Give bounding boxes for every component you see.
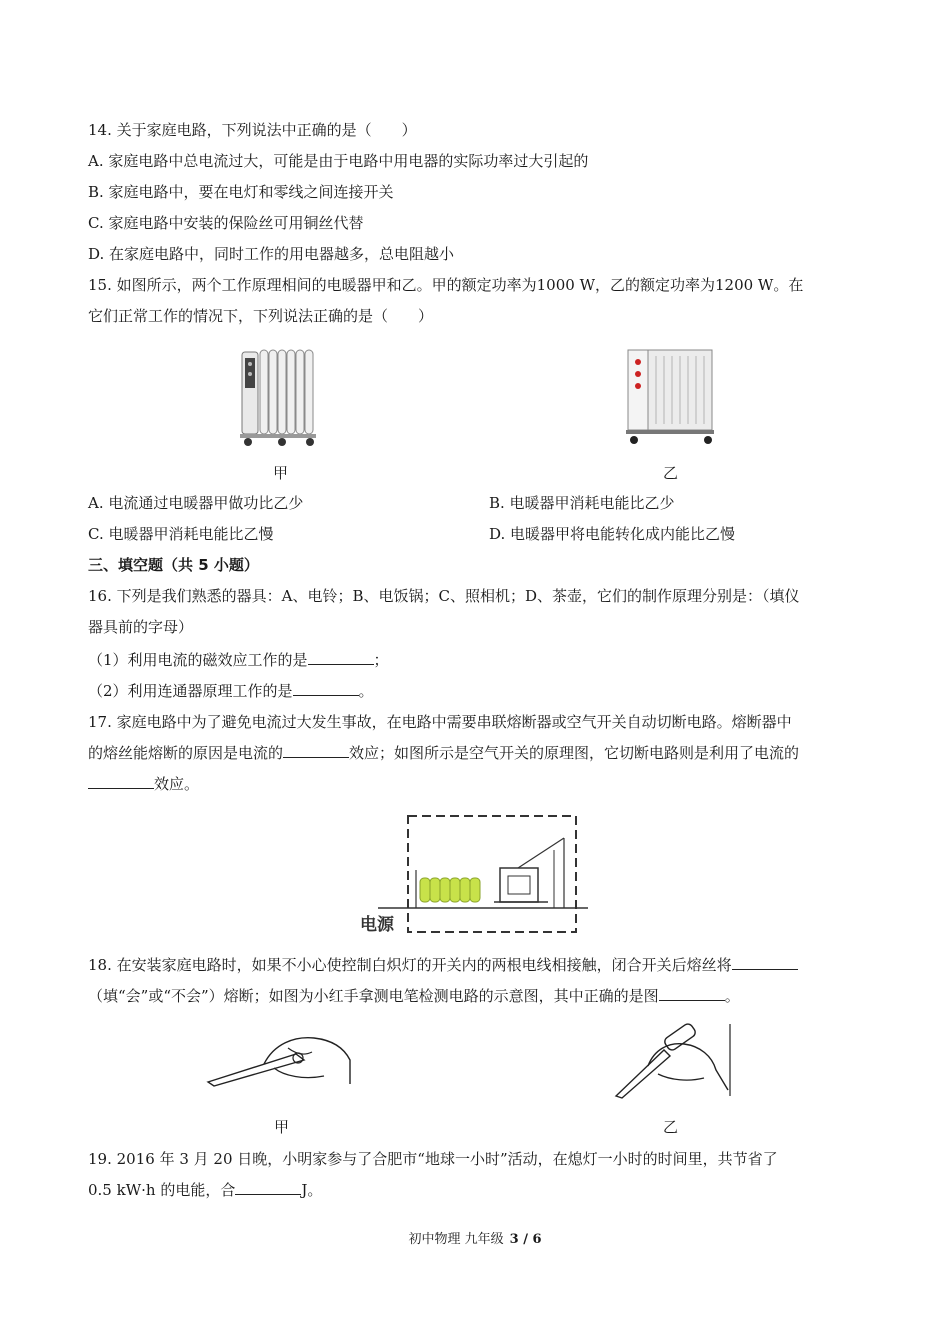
q18-blank2[interactable] [659,986,725,1001]
heater-yi-image [624,346,718,448]
q14-option-c: C. 家庭电路中安装的保险丝可用铜丝代替 [88,214,364,232]
air-switch-diagram [358,810,588,940]
q16-part1 [88,650,389,670]
q15-stem-line2: 它们正常工作的情况下，下列说法正确的是（ ） [88,307,434,325]
q17-line2-end: 效应；如图所示是空气开关的原理图，它切断电路则是利用了电流的 [349,744,800,762]
q14-option-d: D. 在家庭电路中，同时工作的用电器越多，总电阻越小 [88,245,455,263]
q14-option-a: A. 家庭电路中总电流过大，可能是由于电路中用电器的实际功率过大引起的 [88,152,589,170]
q19-line2-end: J。 [301,1181,323,1199]
q14-option-b: B. 家庭电路中，要在电灯和零线之间连接开关 [88,183,394,201]
q19-line2 [88,1180,322,1200]
q17-line3 [88,774,199,794]
page-number: 3 / 6 [509,1232,542,1247]
q15-stem-line1: 15. 如图所示，两个工作原理相间的电暖器甲和乙。甲的额定功率为1000 W，乙的额定功率为1200 W。在 [88,276,804,294]
q16-part1-blank[interactable] [308,650,374,665]
q19-line1: 19. 2016 年 3 月 20 日晚，小明家参与了合肥市“地球一小时”活动，在熄灯一小时的时间里，共节省了 [88,1150,778,1168]
q17-blank2[interactable] [88,774,154,789]
q14-stem: 14. 关于家庭电路，下列说法中正确的是（ ） [88,121,417,139]
page-footer [0,1228,950,1247]
q18-line2 [88,986,740,1006]
q17-line2-text: 的熔丝能熔断的原因是电流的 [88,744,284,762]
test-pen-yi-image [608,1020,734,1100]
q15-option-b: B. 电暖器甲消耗电能比乙少 [489,494,675,512]
heater-jia-image [238,344,318,448]
q16-part2-end: 。 [358,682,374,700]
q15-caption-yi: 乙 [663,464,679,482]
q18-line1-text: 18. 在安装家庭电路时，如果不小心使控制白炽灯的开关内的两根电线相接触，闭合开关后熔丝将 [88,956,732,974]
q15-option-c: C. 电暖器甲消耗电能比乙慢 [88,525,274,543]
q15-caption-jia: 甲 [273,464,289,482]
test-pen-jia-image [204,1024,354,1094]
section-heading: 三、填空题（共 5 小题） [88,556,259,574]
q18-line2-text: （填“会”或“不会”）熔断；如图为小红手拿测电笔检测电路的示意图，其中正确的是图 [88,987,659,1005]
q17-line2 [88,743,799,763]
q15-option-a: A. 电流通过电暖器甲做功比乙少 [88,494,304,512]
q16-part2-blank[interactable] [293,681,359,696]
q18-line1 [88,955,798,975]
q19-blank[interactable] [235,1180,301,1195]
q19-line2-text: 0.5 kW·h 的电能，合 [88,1181,236,1199]
q17-line1: 17. 家庭电路中为了避免电流过大发生事故，在电路中需要串联熔断器或空气开关自动切断电路。熔断器中 [88,713,792,731]
q18-caption-yi: 乙 [663,1118,679,1136]
q18-blank1[interactable] [732,955,798,970]
q15-option-d: D. 电暖器甲将电能转化成内能比乙慢 [489,525,736,543]
q16-part1-end: ； [373,651,389,669]
q16-part2 [88,681,374,701]
q16-stem-line2: 器具前的字母） [88,618,194,636]
q18-caption-jia: 甲 [274,1118,290,1136]
q16-part2-text: （2）利用连通器原理工作的是 [88,682,293,700]
q16-part1-text: （1）利用电流的磁效应工作的是 [88,651,308,669]
q17-line3-end: 效应。 [154,775,200,793]
power-source-label: 电源 [360,915,394,935]
footer-subject: 初中物理 九年级 [408,1232,504,1247]
q17-blank1[interactable] [283,743,349,758]
q18-line2-end: 。 [724,987,740,1005]
q16-stem-line1: 16. 下列是我们熟悉的器具：A、电铃；B、电饭锅；C、照相机；D、茶壶，它们的制作原理分别是：（填仪 [88,587,800,605]
